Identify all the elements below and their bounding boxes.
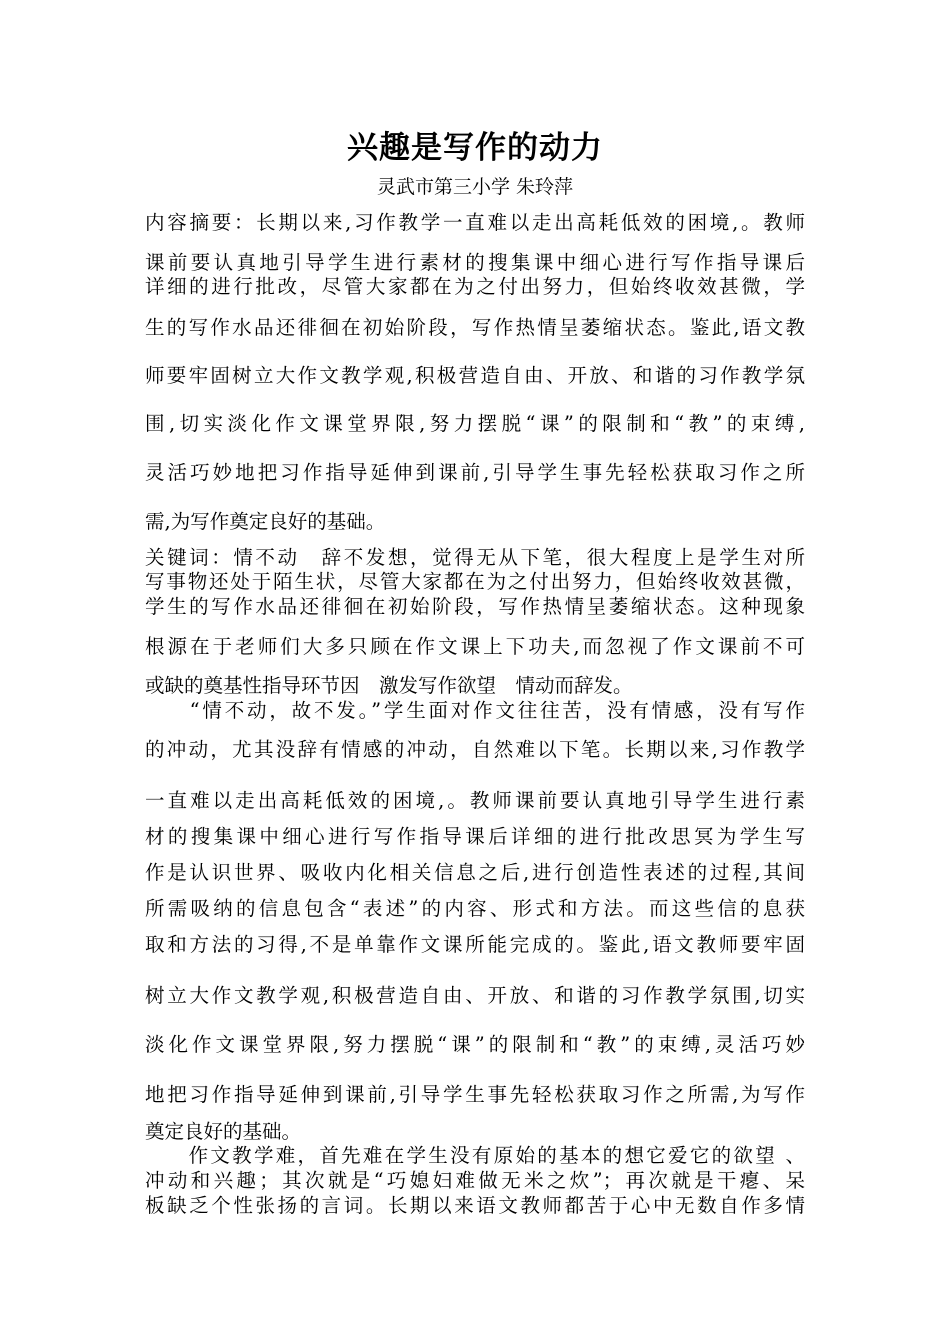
keywords-line: 根源在于老师们大多只顾在作文课上下功夫,而忽视了作文课前不可 bbox=[145, 635, 805, 658]
body-line: 取和方法的习得,不是单靠作文课所能完成的。鉴此,语文教师要牢固 bbox=[145, 933, 805, 956]
body-line: “情不动，故不发。”学生面对作文往往苦，没有情感，没有写作 bbox=[145, 699, 805, 722]
abstract-line: 内容摘要：长期以来,习作教学一直难以走出高耗低效的困境,。教师 bbox=[145, 211, 805, 234]
abstract-line: 课前要认真地引导学生进行素材的搜集课中细心进行写作指导课后 bbox=[145, 251, 805, 274]
body-line: 淡化作文课堂界限,努力摆脱“课”的限制和“教”的束缚,灵活巧妙 bbox=[145, 1033, 805, 1056]
document-title: 兴趣是写作的动力 bbox=[347, 130, 603, 166]
keywords-line: 学生的写作水品还徘徊在初始阶段，写作热情呈萎缩状态。这种现象 bbox=[145, 595, 805, 618]
body-line: 冲动和兴趣；其次就是“巧媳妇难做无米之炊”；再次就是干瘪、呆 bbox=[145, 1169, 805, 1192]
body-line: 作文教学难，首先难在学生没有原始的基本的想它爱它的欲望 、 bbox=[145, 1144, 805, 1167]
keywords-line: 写事物还处于陌生状，尽管大家都在为之付出努力，但始终收效甚微， bbox=[145, 570, 805, 593]
keywords-line: 或缺的奠基性指导环节因 激发写作欲望 情动而辞发。 bbox=[145, 674, 633, 697]
body-line: 的冲动，尤其没辞有情感的冲动，自然难以下笔。长期以来,习作教学 bbox=[145, 738, 805, 761]
body-line: 地把习作指导延伸到课前,引导学生事先轻松获取习作之所需,为写作 bbox=[145, 1083, 805, 1106]
body-line: 板缺乏个性张扬的言词。长期以来语文教师都苦于心中无数自作多情 bbox=[145, 1194, 805, 1217]
body-line: 一直难以走出高耗低效的困境,。教师课前要认真地引导学生进行素 bbox=[145, 789, 805, 812]
document-author: 灵武市第三小学 朱玲萍 bbox=[376, 176, 574, 198]
body-line: 所需吸纳的信息包含“表述”的内容、形式和方法。而这些信的息获 bbox=[145, 897, 805, 920]
body-line: 树立大作文教学观,积极营造自由、开放、和谐的习作教学氛围,切实 bbox=[145, 984, 805, 1007]
body-line: 奠定良好的基础。 bbox=[145, 1120, 302, 1143]
abstract-line: 围,切实淡化作文课堂界限,努力摆脱“课”的限制和“教”的束缚, bbox=[145, 412, 805, 435]
abstract-line: 生的写作水品还徘徊在初始阶段，写作热情呈萎缩状态。鉴此,语文教 bbox=[145, 316, 805, 339]
keywords-line: 关键词：情不动 辞不发想，觉得无从下笔，很大程度上是学生对所 bbox=[145, 546, 805, 569]
abstract-line: 灵活巧妙地把习作指导延伸到课前,引导学生事先轻松获取习作之所 bbox=[145, 461, 805, 484]
body-line: 材的搜集课中细心进行写作指导课后详细的进行批改思冥为学生写 bbox=[145, 825, 805, 848]
body-line: 作是认识世界、吸收内化相关信息之后,进行创造性表述的过程,其间 bbox=[145, 861, 805, 884]
abstract-line: 师要牢固树立大作文教学观,积极营造自由、开放、和谐的习作教学氛 bbox=[145, 364, 805, 387]
abstract-line: 详细的进行批改，尽管大家都在为之付出努力，但始终收效甚微，学 bbox=[145, 275, 805, 298]
abstract-line: 需,为写作奠定良好的基础。 bbox=[145, 510, 386, 533]
